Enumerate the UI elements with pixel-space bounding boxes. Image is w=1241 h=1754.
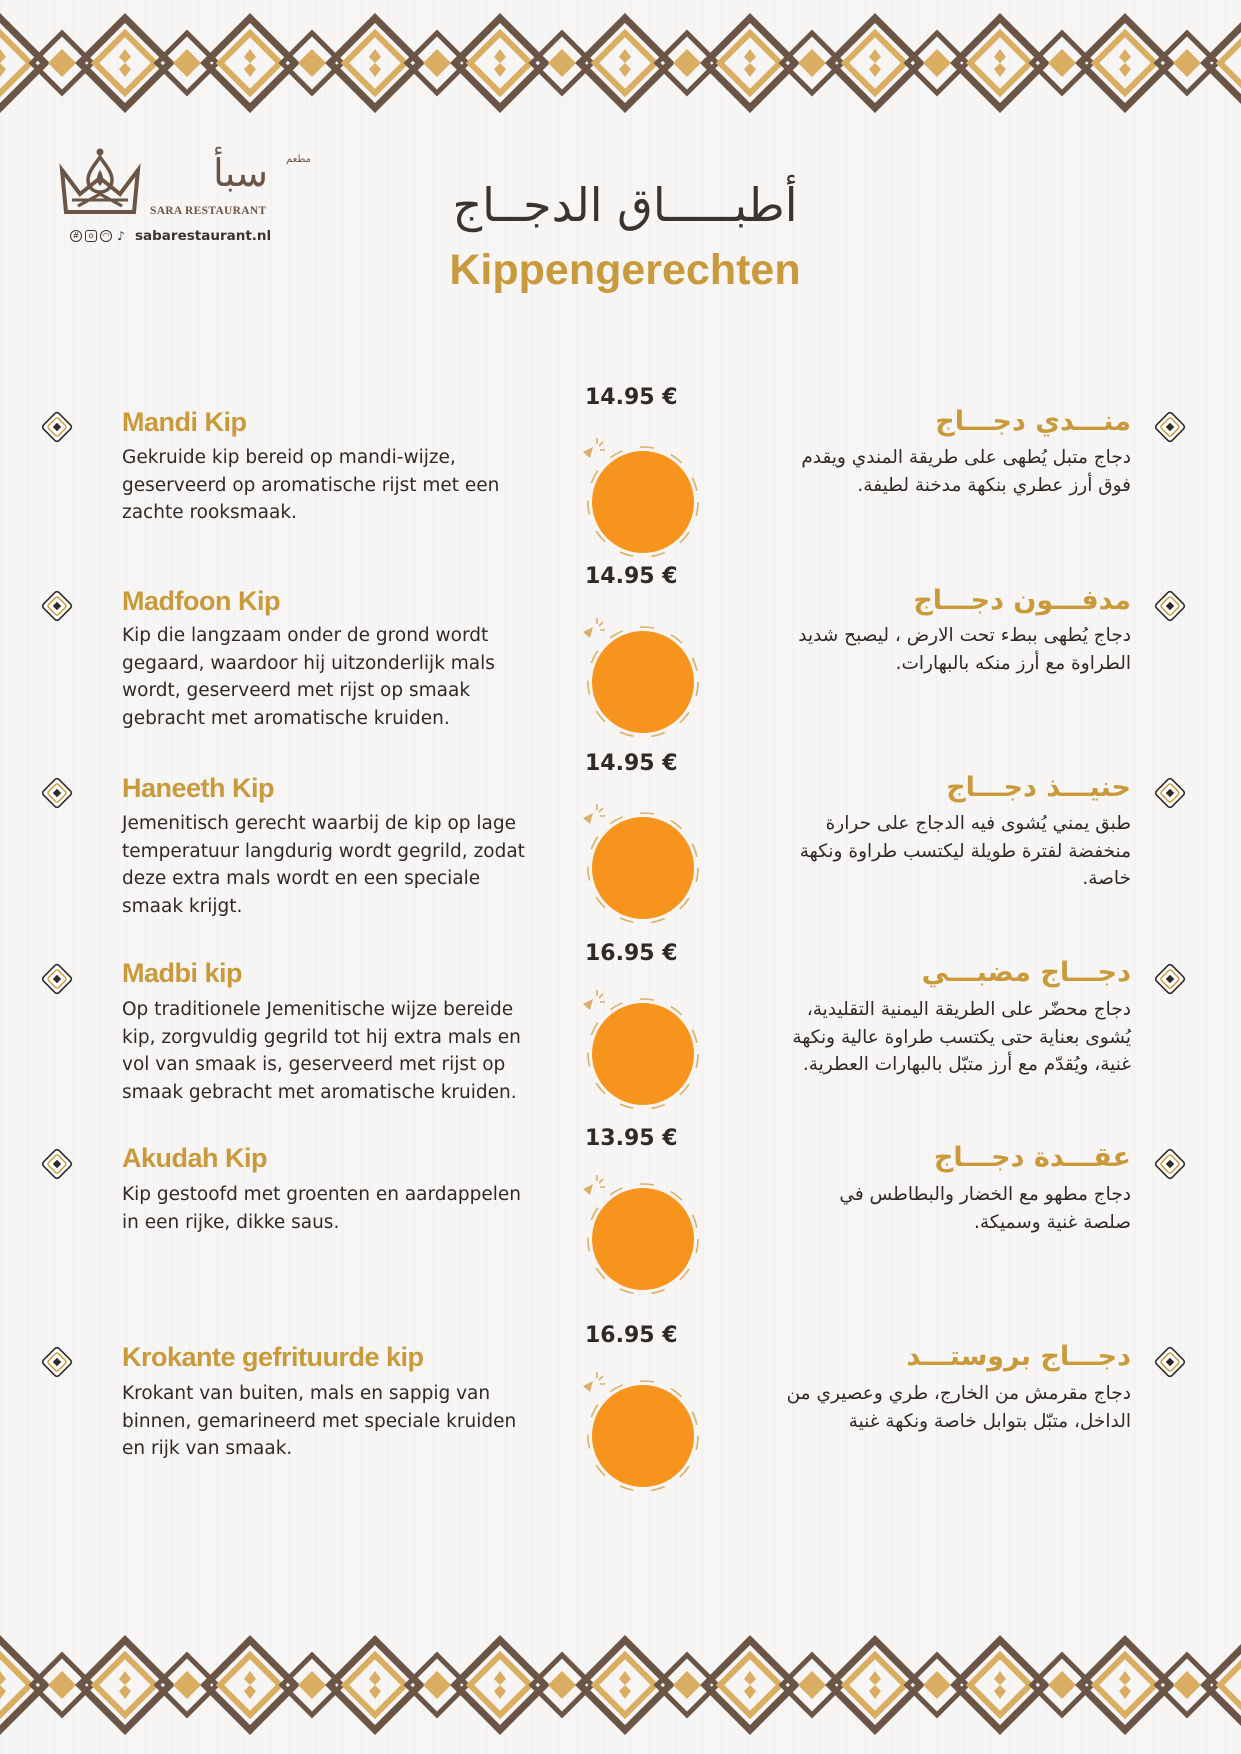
dish-name-dutch: Mandi Kip: [122, 407, 247, 437]
dish-name-dutch: Akudah Kip: [122, 1143, 268, 1173]
dish-description-dutch: Gekruide kip bereid op mandi-wijze, geserveerd op aromatische rijst met een zachte rooksmaak.: [122, 447, 500, 523]
dish-name-dutch: Madbi kip: [122, 958, 243, 988]
tiktok-icon[interactable]: ♪: [117, 229, 125, 243]
restaurant-logo: [58, 148, 312, 248]
dish-price: 16.95 €: [585, 941, 678, 966]
social-links: [70, 228, 271, 244]
brand-name-arabic: سبأ: [213, 151, 268, 195]
diamond-bullet-icon: [40, 1147, 74, 1181]
instagram-icon[interactable]: o: [85, 230, 97, 242]
dish-description-arabic: طبق يمني يُشوى فيه الدجاج على حرارة منخفضة لفترة طويلة ليكتسب طراوة ونكهة خاصة.: [799, 813, 1131, 889]
brand-label-arabic: مطعم: [286, 154, 312, 165]
dish-image-placeholder: [575, 430, 705, 560]
diamond-bullet-icon: [40, 589, 74, 623]
dish-image-placeholder: [575, 982, 705, 1112]
dish-name-dutch: Haneeth Kip: [122, 773, 275, 803]
dish-image-placeholder: [575, 1364, 705, 1494]
globe-icon[interactable]: #: [70, 230, 82, 242]
dish-price: 14.95 €: [585, 751, 678, 776]
decorative-border-bottom: [0, 1630, 1241, 1740]
brand-name-english: SARA RESTAURANT: [150, 205, 267, 217]
diamond-bullet-icon: [1153, 1345, 1187, 1379]
dish-name-arabic: منـــدي دجـــاج: [935, 406, 1131, 437]
diamond-bullet-icon: [40, 776, 74, 810]
dish-name-arabic: مدفـــون دجـــاج: [913, 585, 1131, 616]
dish-description-dutch: Kip gestoofd met groenten en aardappelen in een rijke, dikke saus.: [122, 1184, 521, 1233]
dish-description-arabic: دجاج يُطهى ببطء تحت الارض ، ليصبح شديد الطراوة مع أرز منكه بالبهارات.: [798, 625, 1131, 674]
snapchat-icon[interactable]: ◠: [100, 230, 112, 242]
dish-description-dutch: Jemenitisch gerecht waarbij de kip op lage temperatuur langdurig wordt gegrild, zodat deze extra mals wordt en een speciale smaak krijgt.: [122, 813, 525, 917]
dish-description-arabic: دجاج مطهو مع الخضار والبطاطس في صلصة غنية وسميكة.: [839, 1184, 1131, 1233]
dish-image-placeholder: [575, 610, 705, 740]
dish-name-dutch: Madfoon Kip: [122, 586, 280, 616]
diamond-bullet-icon: [40, 962, 74, 996]
dish-description-dutch: Krokant van buiten, mals en sappig van binnen, gemarineerd met speciale kruiden en rijk van smaak.: [122, 1383, 517, 1459]
dish-description-dutch: Kip die langzaam onder de grond wordt gegaard, waardoor hij uitzonderlijk mals wordt, geserveerd met rijst op smaak gebracht met aromatische kruiden.: [122, 625, 495, 729]
dish-description-arabic: دجاج مقرمش من الخارج، طري وعصيري من الداخل، متبّل بتوابل خاصة ونكهة غنية: [786, 1383, 1131, 1432]
dish-price: 13.95 €: [585, 1126, 678, 1151]
diamond-bullet-icon: [1153, 776, 1187, 810]
dish-description-dutch: Op traditionele Jemenitische wijze bereide kip, zorgvuldig gegrild tot hij extra mals en vol van smaak is, geserveerd met rijst op smaak gebracht met aromatische kruiden.: [122, 999, 521, 1103]
diamond-bullet-icon: [1153, 589, 1187, 623]
dish-price: 16.95 €: [585, 1323, 678, 1348]
dish-name-dutch: Krokante gefrituurde kip: [122, 1342, 424, 1372]
dish-price: 14.95 €: [585, 385, 678, 410]
page-title-dutch: Kippengerechten: [449, 246, 801, 294]
dish-name-arabic: حنيـــذ دجـــاج: [946, 772, 1131, 803]
page-title-arabic: أطبـــــاق الدجــاج: [452, 178, 798, 232]
dish-description-arabic: دجاج محضّر على الطريقة اليمنية التقليدية، يُشوى بعناية حتى يكتسب طراوة عالية ونكهة غنية، ويُقدّم مع أرز متبّل بالبهارات العطرية.: [792, 999, 1131, 1075]
diamond-bullet-icon: [40, 410, 74, 444]
website-link[interactable]: sabarestaurant.nl: [135, 228, 272, 244]
diamond-bullet-icon: [1153, 410, 1187, 444]
dish-name-arabic: دجـــاج مضبـــي: [921, 957, 1131, 988]
diamond-bullet-icon: [40, 1345, 74, 1379]
dish-description-arabic: دجاج متبل يُطهى على طريقة المندي ويقدم فوق أرز عطري بنكهة مدخنة لطيفة.: [801, 447, 1131, 496]
diamond-bullet-icon: [1153, 962, 1187, 996]
decorative-border-top: [0, 8, 1241, 118]
crown-icon: [58, 148, 143, 220]
dish-name-arabic: عقـــدة دجـــاج: [933, 1142, 1131, 1173]
dish-price: 14.95 €: [585, 564, 678, 589]
diamond-bullet-icon: [1153, 1147, 1187, 1181]
dish-image-placeholder: [575, 1167, 705, 1297]
dish-name-arabic: دجـــاج بروستـــد: [906, 1341, 1131, 1372]
dish-image-placeholder: [575, 796, 705, 926]
